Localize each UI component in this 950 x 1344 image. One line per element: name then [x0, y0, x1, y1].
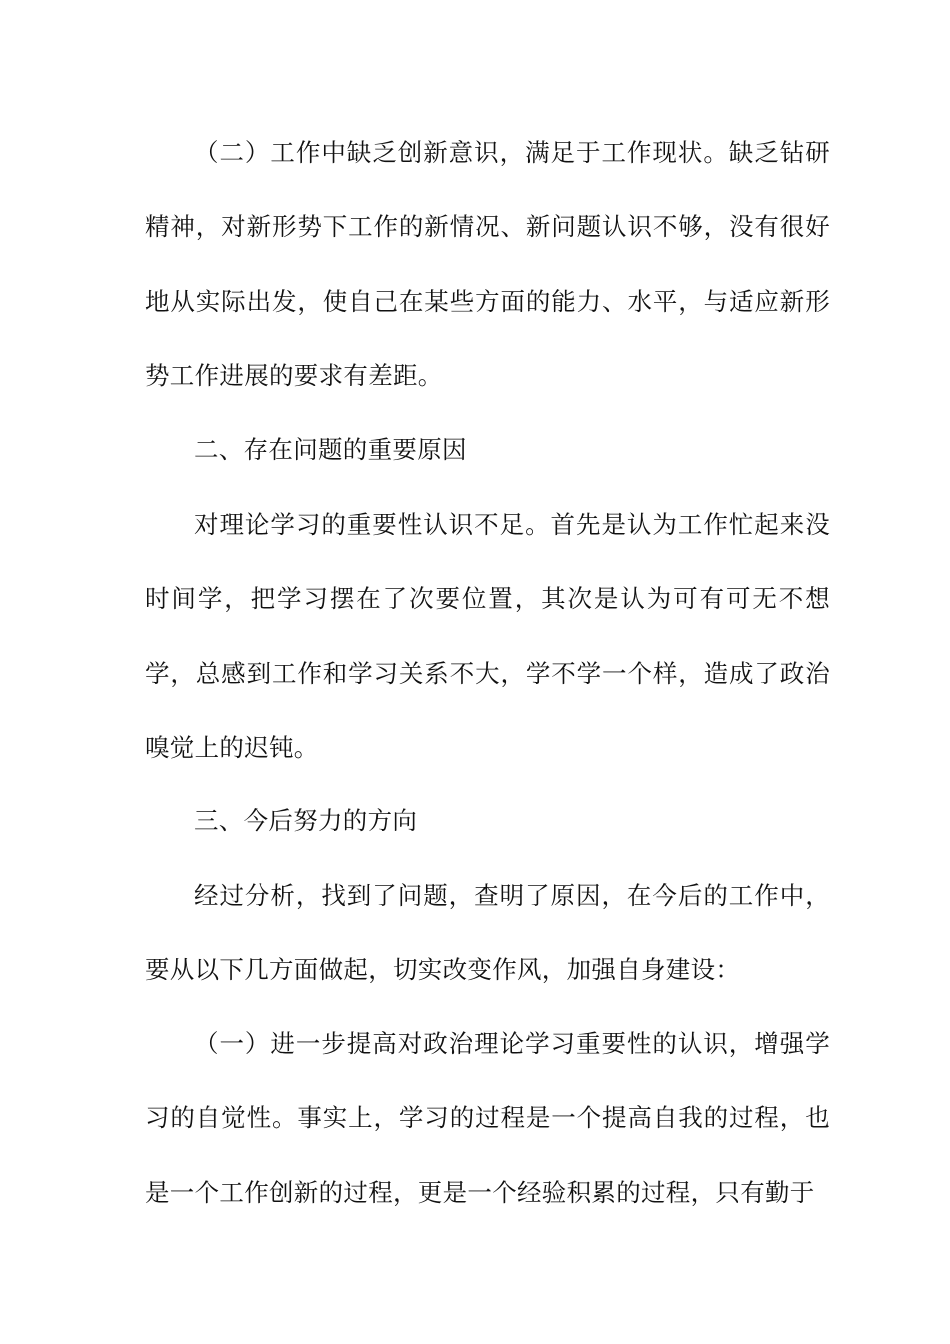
- paragraph-improve-study-awareness: （一）进一步提高对政治理论学习重要性的认识，增强学习的自觉性。事实上，学习的过程是一个提高自我的过程，也是一个工作创新的过程，更是一个经验积累的过程，只有勤于: [145, 1029, 830, 1207]
- paragraph-theory-study: 对理论学习的重要性认识不足。首先是认为工作忙起来没时间学，把学习摆在了次要位置，其次是认为可有可无不想学，总感到工作和学习关系不大，学不学一个样，造成了政治嗅觉上的迟钝。: [145, 510, 830, 762]
- paragraph-analysis: 经过分析，找到了问题，查明了原因，在今后的工作中，要从以下几方面做起，切实改变作风，加强自身建设：: [145, 881, 830, 985]
- paragraph-innovation-awareness: （二）工作中缺乏创新意识，满足于工作现状。缺乏钻研精神，对新形势下工作的新情况、新问题认识不够，没有很好地从实际出发，使自己在某些方面的能力、水平，与适应新形势工作进展的要求有差距。: [145, 138, 830, 390]
- section-heading-future-direction: 三、今后努力的方向: [194, 806, 418, 835]
- section-heading-causes: 二、存在问题的重要原因: [194, 435, 467, 464]
